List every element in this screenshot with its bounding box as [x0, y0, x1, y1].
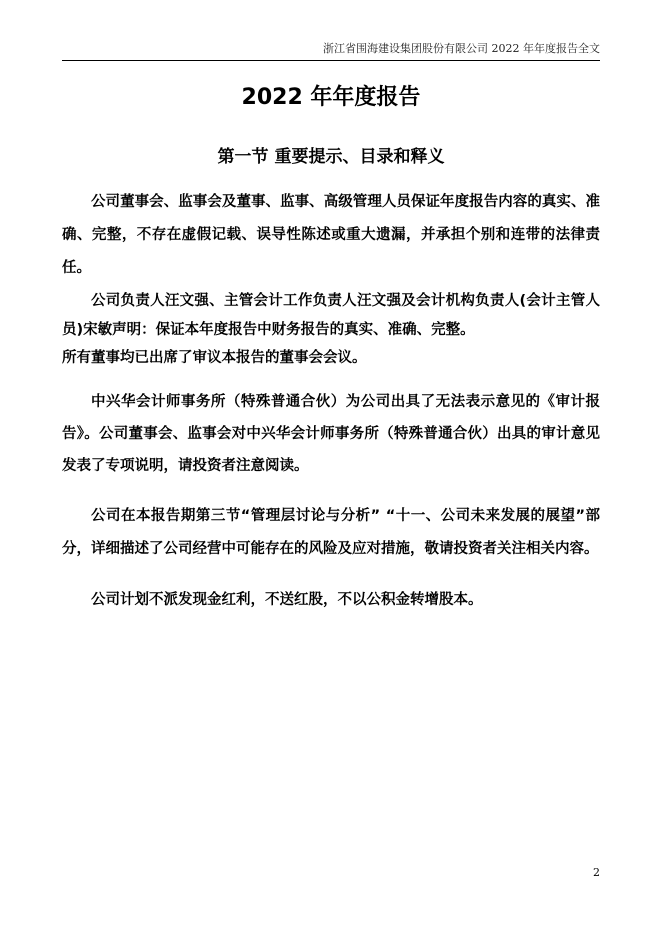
running-header: 浙江省围海建设集团股份有限公司 2022 年年度报告全文: [323, 42, 600, 55]
paragraph-risk-notice: 公司在本报告期第三节“管理层讨论与分析” “十一、公司未来发展的展望”部分，详细描述了公司经营中可能存在的风险及应对措施，敬请投资者关注相关内容。: [62, 508, 600, 557]
report-title: 2022 年年度报告: [241, 85, 421, 110]
paragraph-audit-opinion: 中兴华会计师事务所（特殊普通合伙）为公司出具了无法表示意见的《审计报告》。公司董事会、监事会对中兴华会计师事务所（特殊普通合伙）出具的审计意见发表了专项说明，请投资者注意阅读。: [62, 394, 600, 474]
paragraph-directors-attendance: 所有董事均已出席了审议本报告的董事会会议。: [62, 350, 367, 366]
header-divider: [62, 60, 600, 61]
paragraph-board-guarantee: 公司董事会、监事会及董事、监事、高级管理人员保证年度报告内容的真实、准确、完整，不存在虚假记载、误导性陈述或重大遗漏，并承担个别和连带的法律责任。: [62, 194, 600, 276]
paragraph-dividend-plan: 公司计划不派发现金红利，不送红股，不以公积金转增股本。: [91, 592, 483, 608]
section-title: 第一节 重要提示、目录和释义: [217, 147, 445, 167]
paragraph-responsible-persons: 公司负责人汪文强、主管会计工作负责人汪文强及会计机构负责人(会计主管人员)宋敏声明：保证本年度报告中财务报告的真实、准确、完整。: [62, 293, 600, 338]
page-number: 2: [593, 866, 600, 879]
important-notice-body: [62, 186, 600, 617]
